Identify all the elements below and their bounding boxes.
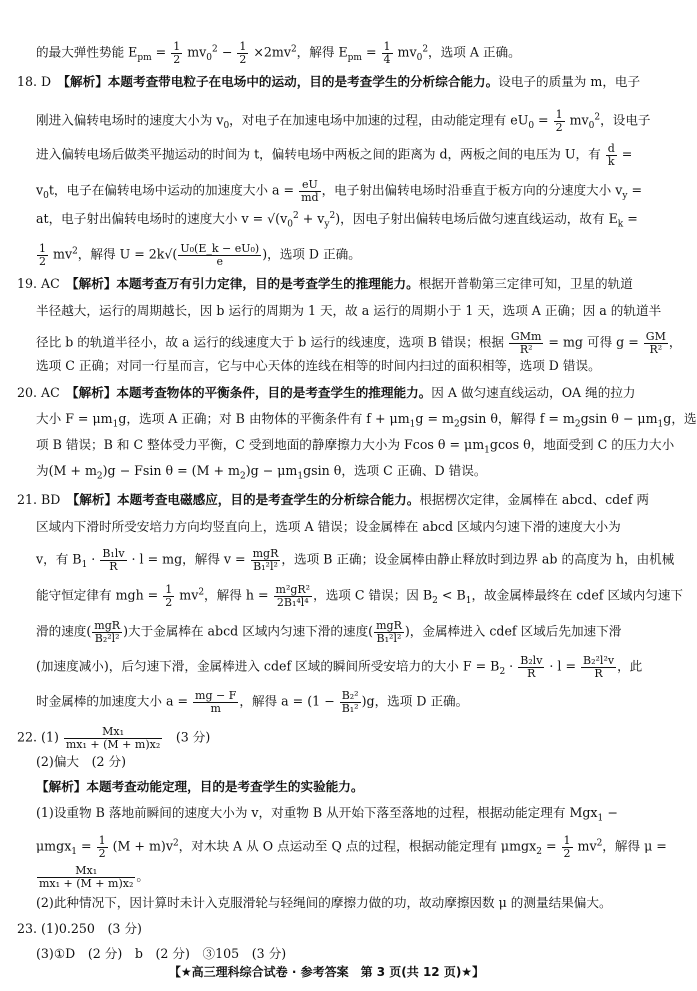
fraction <box>163 584 174 608</box>
page-footer: 【★高三理科综合试卷 · 参考答案 第 3 页(共 12 页)★】 <box>168 965 485 979</box>
numerator: B₂lv <box>520 654 543 667</box>
text-run: 区域内下滑时所受安培力方向均竖直向上，选项 A 错误；设金属棒在 abcd 区域内匀速下滑的速度大小为 <box>36 519 621 534</box>
text-run: (3)①D (2 分) b (2 分) ③105 (3 分) <box>36 946 287 961</box>
text-run: 刚进入偏转电场时的速度大小为 v <box>36 112 224 128</box>
numerator: B₂² <box>341 689 359 702</box>
text-run: − <box>217 44 237 60</box>
numerator: m²gR² <box>275 583 311 596</box>
text-run: ，设电子 <box>600 112 651 128</box>
text-line <box>36 548 674 572</box>
denominator: 2 <box>555 120 563 134</box>
superscript: 2 <box>329 211 336 221</box>
superscript: 2 <box>292 211 299 221</box>
text-run: ，解得 E <box>296 44 348 60</box>
fraction <box>97 835 108 859</box>
text-run: 21. BD <box>17 492 73 507</box>
text-run: 项 B 错误；B 和 C 整体受力平衡，C 受到地面的静摩擦力大小为 Fcos θ = μm <box>36 437 485 452</box>
text-line <box>36 655 642 679</box>
subscript: 0 <box>416 53 423 64</box>
denominator: 2 <box>165 595 173 609</box>
text-run: t，电子在偏转电场中运动的加速度大小 a = <box>48 182 299 198</box>
subscript: 2 <box>574 419 581 430</box>
text-run: ，对电子在加速电场中加速的过程，由动能定理有 eU <box>229 112 529 128</box>
fraction <box>606 143 617 167</box>
analysis-heading: 【解析】本题考查万有引力定律，目的是考查学生的推理能力。 <box>72 276 419 291</box>
text-run: )，选项 D 正确。 <box>262 246 361 262</box>
text-run: 径比 b 的轨道半径小，故 a 运行的线速度大于 b 运行的线速度，选项 B 错误；根据 <box>36 334 508 350</box>
text-line <box>36 143 632 167</box>
text-run: v <box>36 182 44 198</box>
text-run: ，解得 μ = <box>602 838 667 854</box>
text-run: ，故金属棒最终在 cdef 区域内匀速下 <box>471 587 684 603</box>
fraction <box>64 726 162 750</box>
numerator: GMm <box>510 330 542 343</box>
subscript: 1 <box>484 445 490 456</box>
text-run: = <box>627 182 643 198</box>
numerator: GM <box>645 330 666 343</box>
denominator: B₁² <box>341 701 359 715</box>
text-line <box>17 76 640 89</box>
superscript: 2 <box>172 838 179 849</box>
text-run: 进入偏转电场后做类平抛运动的时间为 t，偏转电场中两板之间的距离为 d，两板之间的电压为 U，有 <box>36 146 605 162</box>
denominator: 2 <box>98 846 106 860</box>
text-run: 根据开普勒第三定律可知，卫星的轨道 <box>418 276 633 291</box>
text-run: gsin θ − μm <box>580 411 658 426</box>
subscript: 2 <box>453 419 460 430</box>
subscript: 0 <box>588 121 595 132</box>
text-run: · <box>87 551 100 567</box>
subscript: y <box>622 191 628 202</box>
text-run: at，电子射出偏转电场时的速度大小 v = √(v <box>36 211 288 227</box>
text-run: mv <box>183 44 207 60</box>
fraction <box>100 548 126 572</box>
text-run: ，对木块 A 从 O 点运动至 Q 点的过程，根据动能定理有 μmgx <box>178 838 537 854</box>
subscript: 1 <box>81 560 88 571</box>
fraction <box>193 690 238 714</box>
text-run: mv <box>175 587 199 603</box>
subscript: 2 <box>536 847 542 858</box>
superscript: 2 <box>422 44 429 55</box>
text-line <box>17 278 633 291</box>
subscript: 1 <box>597 813 604 824</box>
text-run: = <box>541 838 561 854</box>
text-run: ，选项 C 错误；因 B <box>313 587 433 603</box>
fraction <box>382 41 393 65</box>
text-line <box>36 212 638 230</box>
subscript: 1 <box>409 419 416 430</box>
text-run: g，选项 A 正确；对 B 由物体的平衡条件有 f + μm <box>118 411 410 426</box>
numerator: eU <box>299 179 320 192</box>
text-run: ，选项 B 正确；设金属棒由静止释放时到边界 ab 的高度为 h，由机械 <box>281 551 675 567</box>
fraction <box>274 584 313 608</box>
fraction <box>251 548 281 572</box>
numerator: U₀(E_k − eU₀) <box>180 242 260 255</box>
text-run: ，电子射出偏转电场时沿垂直于板方向的分速度大小 v <box>321 182 623 198</box>
text-run: 大小 F = μm <box>36 411 113 426</box>
subscript: pm <box>347 53 362 64</box>
text-run: mv <box>393 44 417 60</box>
fraction <box>92 620 122 644</box>
text-run: = <box>151 44 171 60</box>
text-line <box>36 835 667 859</box>
text-run: ，解得 a = (1 − <box>239 693 339 709</box>
numerator: 1 <box>173 40 181 53</box>
fraction <box>37 243 48 267</box>
fraction <box>340 690 361 714</box>
analysis-heading: 【解析】本题考查电磁感应，目的是考查学生的分析综合能力。 <box>72 492 420 507</box>
text-run: (3 分) <box>163 729 211 745</box>
text-run: )g − μm <box>245 463 298 478</box>
text-run: − <box>603 805 618 820</box>
text-run: = <box>617 146 633 162</box>
fraction <box>237 41 248 65</box>
text-line <box>36 865 149 889</box>
fraction <box>171 41 182 65</box>
text-run: 时金属棒的加速度大小 a = <box>36 693 193 709</box>
text-run: )大于金属棒在 abcd 区域内匀速下滑的速度( <box>123 623 374 639</box>
text-run: gsin θ，选项 C 正确、D 错误。 <box>303 463 487 478</box>
subscript: 1 <box>465 596 472 607</box>
text-run: ，解得 U = 2k√( <box>77 246 178 262</box>
text-line <box>36 756 126 769</box>
text-run: μmgx <box>36 838 72 854</box>
text-run: ×2mv <box>249 44 291 60</box>
text-line <box>36 360 601 373</box>
subscript: 0 <box>206 53 213 64</box>
text-run: · l = <box>545 658 581 674</box>
text-run: ，此 <box>617 658 643 674</box>
numerator: mgR <box>252 547 279 560</box>
text-run: g，选 <box>663 411 697 426</box>
fraction <box>562 835 573 859</box>
denominator: 4 <box>383 52 391 66</box>
text-run: (2)此种情况下，因计算时未计入克服滑轮与轻绳间的摩擦力做的功，故动摩擦因数 μ 的测量结果偏大。 <box>36 895 612 910</box>
numerator: 1 <box>39 242 46 255</box>
text-run: = <box>77 838 96 854</box>
numerator: mgR <box>94 619 121 632</box>
text-run: mv <box>49 246 73 262</box>
text-line <box>36 305 661 318</box>
numerator: 1 <box>563 834 571 847</box>
fraction <box>509 331 543 355</box>
text-run: g = m <box>415 411 454 426</box>
text-line <box>36 620 621 644</box>
superscript: 2 <box>290 44 297 55</box>
superscript: 2 <box>72 246 78 257</box>
text-run: )，金属棒进入 cdef 区域后先加速下滑 <box>404 623 622 639</box>
numerator: mgR <box>376 619 402 632</box>
text-line <box>17 726 210 750</box>
denominator: R <box>527 666 536 680</box>
text-run: · l = mg，解得 v = <box>127 551 250 567</box>
text-run: gcos θ，地面受到 C 的压力大小 <box>489 437 675 452</box>
text-run: 半径越大，运行的周期越长，因 b 运行的周期为 1 天，故 a 运行的周期小于 1 天，选项 A 正确；因 a 的轨道半 <box>36 303 662 318</box>
text-run: = <box>534 112 553 128</box>
denominator: B₂²l² <box>94 631 120 645</box>
subscript: 2 <box>432 596 438 607</box>
text-run: 因 A 做匀速直线运动，OA 绳的拉力 <box>431 385 636 400</box>
denominator: R <box>594 666 603 680</box>
denominator: R <box>109 559 118 573</box>
text-run: 根据楞次定律，金属棒在 abcd、cdef 两 <box>419 492 649 507</box>
text-run: )，因电子射出偏转电场后做匀速直线运动，故有 E <box>335 211 618 227</box>
subscript: 0 <box>223 121 230 132</box>
subscript: 0 <box>287 219 293 230</box>
numerator: 1 <box>239 40 247 53</box>
denominator: R² <box>649 342 663 356</box>
text-run: = <box>361 44 381 60</box>
fraction <box>178 243 261 267</box>
fraction <box>644 331 668 355</box>
denominator: md <box>301 190 319 204</box>
numerator: 1 <box>165 583 173 596</box>
text-line <box>36 807 618 824</box>
text-run: gsin θ，解得 f = m <box>459 411 575 426</box>
text-line <box>36 331 681 355</box>
text-run: 的最大弹性势能 E <box>36 44 138 60</box>
denominator: 2 <box>563 846 571 860</box>
subscript: 2 <box>239 471 246 482</box>
subscript: 1 <box>657 419 664 430</box>
text-line <box>36 109 651 133</box>
numerator: 1 <box>555 108 563 121</box>
fraction <box>37 865 135 889</box>
text-run: = mg 可得 g = <box>544 334 643 350</box>
text-line <box>36 465 486 482</box>
text-run: (加速度减小)，后匀速下滑，金属棒进入 cdef 区域的瞬间所受安培力的大小 F = B <box>36 658 500 674</box>
text-run: 为(M + m <box>36 463 97 478</box>
text-run: )g，选项 D 正确。 <box>361 693 469 709</box>
numerator: d <box>607 142 615 155</box>
numerator: Mx₁ <box>64 726 162 739</box>
fraction <box>554 109 565 133</box>
text-line <box>36 584 683 608</box>
subscript: y <box>324 219 330 230</box>
text-run: ，选项 A 正确。 <box>428 44 521 60</box>
subscript: 0 <box>528 121 535 132</box>
denominator: 2 <box>39 254 46 268</box>
numerator: mg − F <box>195 689 237 702</box>
fraction <box>374 620 404 644</box>
analysis-heading: 【解析】本题考查带电粒子在电场中的运动，目的是考查学生的分析综合能力。 <box>63 74 499 89</box>
subscript: k <box>617 219 624 230</box>
superscript: 2 <box>212 44 218 55</box>
superscript: 2 <box>198 587 205 598</box>
fraction <box>518 655 544 679</box>
analysis-heading: 【解析】本题考查动能定理，目的是考查学生的实验能力。 <box>36 779 364 794</box>
text-run: v，有 B <box>36 551 82 567</box>
text-line <box>36 897 612 910</box>
text-run: 选项 C 正确；对同一行星而言，它与中心天体的连线在相等的时间内扫过的面积相等，选项 D 错误。 <box>36 358 601 373</box>
text-line <box>36 690 468 714</box>
text-run: + v <box>298 211 325 227</box>
text-run: 滑的速度( <box>36 623 92 639</box>
subscript: 2 <box>499 667 506 678</box>
numerator: B₂²l²v <box>583 654 615 667</box>
denominator: k <box>607 154 615 168</box>
analysis-heading: 【解析】本题考查物体的平衡条件，目的是考查学生的推理能力。 <box>72 385 432 400</box>
subscript: 1 <box>112 419 119 430</box>
text-run: mv <box>565 112 589 128</box>
text-run: (M + m)v <box>108 838 173 854</box>
text-run: 23. (1)0.250 (3 分) <box>17 921 142 936</box>
denominator: mx₁ + (M + m)x₂ <box>65 737 161 751</box>
text-line <box>17 494 649 507</box>
text-run: 19. AC <box>17 276 73 291</box>
denominator: 2 <box>239 52 247 66</box>
denominator: mx₁ + (M + m)x₂ <box>39 876 134 890</box>
text-line <box>17 923 142 936</box>
subscript: 1 <box>71 847 78 858</box>
superscript: 2 <box>594 112 601 123</box>
text-run: 20. AC <box>17 385 73 400</box>
text-line <box>36 243 361 267</box>
denominator: m <box>210 701 221 715</box>
text-run: 18. D <box>17 74 64 89</box>
text-run: ，解得 h = <box>204 587 273 603</box>
text-run: = <box>623 211 638 227</box>
text-run: 设电子的质量为 m，电子 <box>498 74 641 89</box>
subscript: 0 <box>43 191 49 202</box>
numerator: 1 <box>383 40 391 53</box>
denominator: B₁²l² <box>253 559 278 573</box>
denominator: B₁²l² <box>376 631 402 645</box>
text-run: )g − Fsin θ = (M + m <box>102 463 240 478</box>
text-run: (2)偏大 (2 分) <box>36 754 127 769</box>
subscript: pm <box>137 53 152 64</box>
numerator: 1 <box>98 834 106 847</box>
subscript: 1 <box>297 471 304 482</box>
numerator: B₁lv <box>102 547 125 560</box>
denominator: e <box>216 254 224 268</box>
numerator: Mx₁ <box>37 865 135 878</box>
text-line <box>36 439 674 456</box>
subscript: 2 <box>96 471 103 482</box>
text-run: < B <box>437 587 466 603</box>
fraction <box>581 655 616 679</box>
text-run: 能守恒定律有 mgh = <box>36 587 163 603</box>
text-line <box>36 948 286 961</box>
text-line <box>36 781 363 794</box>
fraction <box>299 179 320 203</box>
text-line <box>36 41 521 65</box>
text-line <box>36 413 697 430</box>
text-run: · <box>505 658 518 674</box>
text-line <box>17 387 636 400</box>
text-run: mv <box>573 838 597 854</box>
text-run: ， <box>668 334 682 350</box>
superscript: 2 <box>596 838 603 849</box>
text-run: 。 <box>136 868 149 884</box>
denominator: R² <box>519 342 533 356</box>
text-line <box>36 179 642 203</box>
text-run: (1)设重物 B 落地前瞬间的速度大小为 v，对重物 B 从开始下落至落地的过程，根据动能定理有 Mgx <box>36 805 598 820</box>
denominator: 2 <box>173 52 181 66</box>
denominator: 2B₁⁴l⁴ <box>276 595 309 609</box>
text-run: 22. (1) <box>17 729 63 745</box>
text-line <box>36 521 621 534</box>
